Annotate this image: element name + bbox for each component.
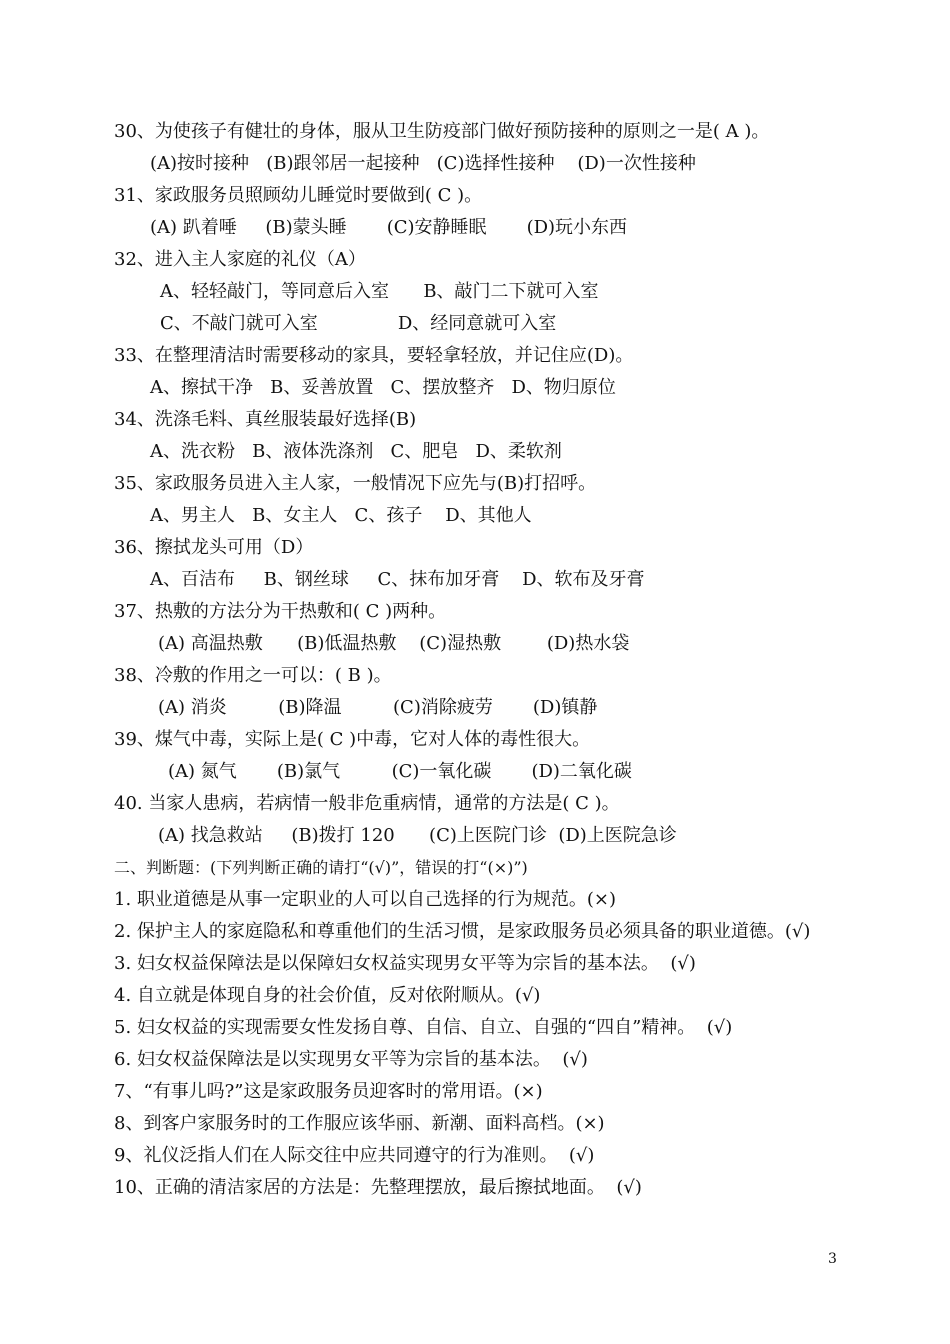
question-32: 32、进入主人家庭的礼仪（A） bbox=[114, 249, 366, 270]
question-38-options: (A) 消炎 (B)降温 (C)消除疲劳 (D)镇静 bbox=[158, 697, 598, 718]
judgment-8: 8、到客户家服务时的工作服应该华丽、新潮、面料高档。(×) bbox=[114, 1113, 605, 1134]
page-number: 3 bbox=[828, 1251, 837, 1267]
judgment-4: 4. 自立就是体现自身的社会价值，反对依附顺从。(√) bbox=[114, 985, 541, 1006]
judgment-3: 3. 妇女权益保障法是以保障妇女权益实现男女平等为宗旨的基本法。 (√) bbox=[114, 953, 696, 974]
section-heading-true-false: 二、判断题：(下列判断正确的请打“(√)”，错误的打“(×)”) bbox=[114, 858, 528, 877]
question-33-options: A、擦拭干净 B、妥善放置 C、摆放整齐 D、物归原位 bbox=[150, 377, 616, 398]
question-38: 38、冷敷的作用之一可以：( B )。 bbox=[114, 665, 392, 686]
judgment-7: 7、“有事儿吗?”这是家政服务员迎客时的常用语。(×) bbox=[114, 1081, 543, 1102]
question-39: 39、煤气中毒，实际上是( C )中毒，它对人体的毒性很大。 bbox=[114, 729, 591, 750]
question-30: 30、为使孩子有健壮的身体，服从卫生防疫部门做好预防接种的原则之一是( A )。 bbox=[114, 121, 770, 142]
judgment-10: 10、正确的清洁家居的方法是：先整理摆放，最后擦拭地面。 (√) bbox=[114, 1177, 642, 1198]
question-34-options: A、洗衣粉 B、液体洗涤剂 C、肥皂 D、柔软剂 bbox=[150, 441, 562, 462]
question-33: 33、在整理清洁时需要移动的家具，要轻拿轻放，并记住应(D)。 bbox=[114, 345, 634, 366]
question-32-options-row1: A、轻轻敲门，等同意后入室 B、敲门二下就可入室 bbox=[160, 281, 599, 302]
judgment-9: 9、礼仪泛指人们在人际交往中应共同遵守的行为准则。 (√) bbox=[114, 1145, 595, 1166]
question-35-options: A、男主人 B、女主人 C、孩子 D、其他人 bbox=[150, 505, 532, 526]
question-31-options: (A) 趴着唾 (B)蒙头睡 (C)安静睡眠 (D)玩小东西 bbox=[150, 217, 628, 238]
judgment-2: 2. 保护主人的家庭隐私和尊重他们的生活习惯，是家政服务员必须具备的职业道德。(√) bbox=[114, 921, 811, 942]
question-32-options-row2: C、不敲门就可入室 D、经同意就可入室 bbox=[160, 313, 557, 334]
question-40-options: (A) 找急救站 (B)拨打 120 (C)上医院门诊 (D)上医院急诊 bbox=[158, 825, 677, 846]
question-31: 31、家政服务员照顾幼儿睡觉时要做到( C )。 bbox=[114, 185, 483, 206]
question-37: 37、热敷的方法分为干热敷和( C )两种。 bbox=[114, 601, 447, 622]
question-37-options: (A) 高温热敷 (B)低温热敷 (C)湿热敷 (D)热水袋 bbox=[158, 633, 630, 654]
judgment-6: 6. 妇女权益保障法是以实现男女平等为宗旨的基本法。 (√) bbox=[114, 1049, 588, 1070]
judgment-5: 5. 妇女权益的实现需要女性发扬自尊、自信、自立、自强的“四自”精神。 (√) bbox=[114, 1017, 733, 1038]
question-30-options: (A)按时接种 (B)跟邻居一起接种 (C)选择性接种 (D)一次性接种 bbox=[150, 153, 696, 174]
question-36-options: A、百洁布 B、钢丝球 C、抹布加牙膏 D、软布及牙膏 bbox=[150, 569, 645, 590]
question-40: 40. 当家人患病，若病情一般非危重病情，通常的方法是( C )。 bbox=[114, 793, 620, 814]
question-36: 36、擦拭龙头可用（D） bbox=[114, 537, 314, 558]
question-39-options: (A) 氮气 (B)氯气 (C)一氧化碳 (D)二氧化碳 bbox=[168, 761, 632, 782]
question-35: 35、家政服务员进入主人家，一般情况下应先与(B)打招呼。 bbox=[114, 473, 597, 494]
question-34: 34、洗涤毛料、真丝服装最好选择(B) bbox=[114, 409, 417, 430]
judgment-1: 1. 职业道德是从事一定职业的人可以自己选择的行为规范。(×) bbox=[114, 889, 617, 910]
